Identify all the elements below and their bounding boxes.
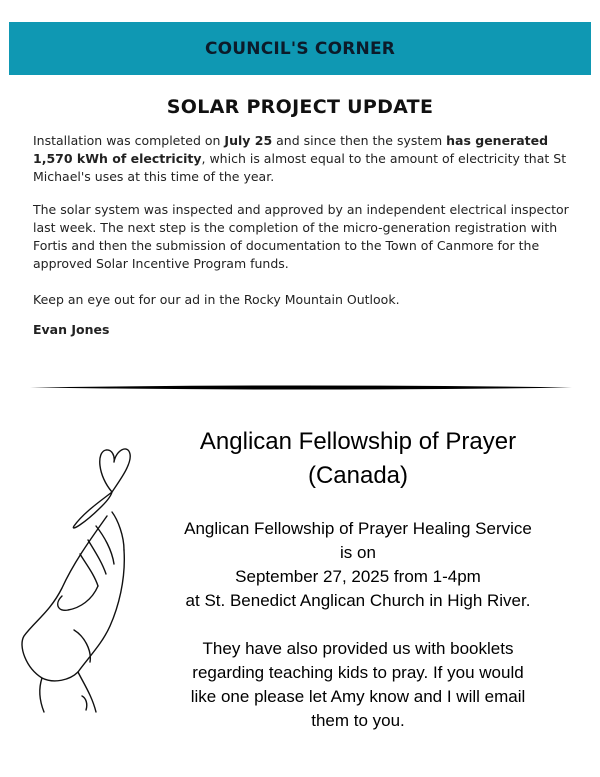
afp-body2-line: They have also provided us with booklets — [202, 639, 514, 658]
author-name: Evan Jones — [33, 322, 110, 337]
banner-title: COUNCIL'S CORNER — [204, 38, 396, 59]
afp-body2-line: them to you. — [311, 711, 405, 730]
p1-date: July 25 — [224, 133, 273, 148]
council-corner-banner — [9, 22, 591, 75]
afp-title-line-2: (Canada) — [307, 462, 409, 489]
afp-body-line: September 27, 2025 from 1-4pm — [235, 567, 481, 586]
p1-text-2: and since then the system — [272, 133, 447, 148]
afp-body2-line: like one please let Amy know and I will email — [190, 687, 526, 706]
p1-text-1: Installation was completed on — [33, 133, 225, 148]
solar-paragraph-1 — [33, 132, 573, 186]
afp-body-line: at St. Benedict Anglican Church in High River. — [185, 591, 531, 610]
afp-body-line: is on — [340, 543, 376, 562]
solar-project-title: SOLAR PROJECT UPDATE — [166, 96, 434, 118]
afp-body2-line: regarding teaching kids to pray. If you would — [192, 663, 524, 682]
p1-generation: has generated 1,570 kWh of electricity — [33, 133, 549, 166]
afp-body — [168, 517, 548, 733]
section-divider — [30, 385, 572, 390]
solar-article — [33, 132, 573, 339]
p1-text-3: , which is almost equal to the amount of electricity that St Michael's uses at this time of the year. — [33, 151, 567, 184]
afp-body-line: Anglican Fellowship of Prayer Healing Service — [184, 519, 532, 538]
praying-hands-heart-icon — [14, 440, 164, 715]
solar-paragraph-2: The solar system was inspected and approved by an independent electrical inspector last week. The next step is the completion of the micro-generation registration with Fortis and then the submission of documentation to the Town of Canmore for the approved Solar Incentive Program funds. — [33, 202, 569, 271]
solar-paragraph-3: Keep an eye out for our ad in the Rocky Mountain Outlook. — [33, 292, 400, 307]
afp-section — [168, 425, 548, 733]
afp-title-line-1: Anglican Fellowship of Prayer — [199, 428, 517, 455]
